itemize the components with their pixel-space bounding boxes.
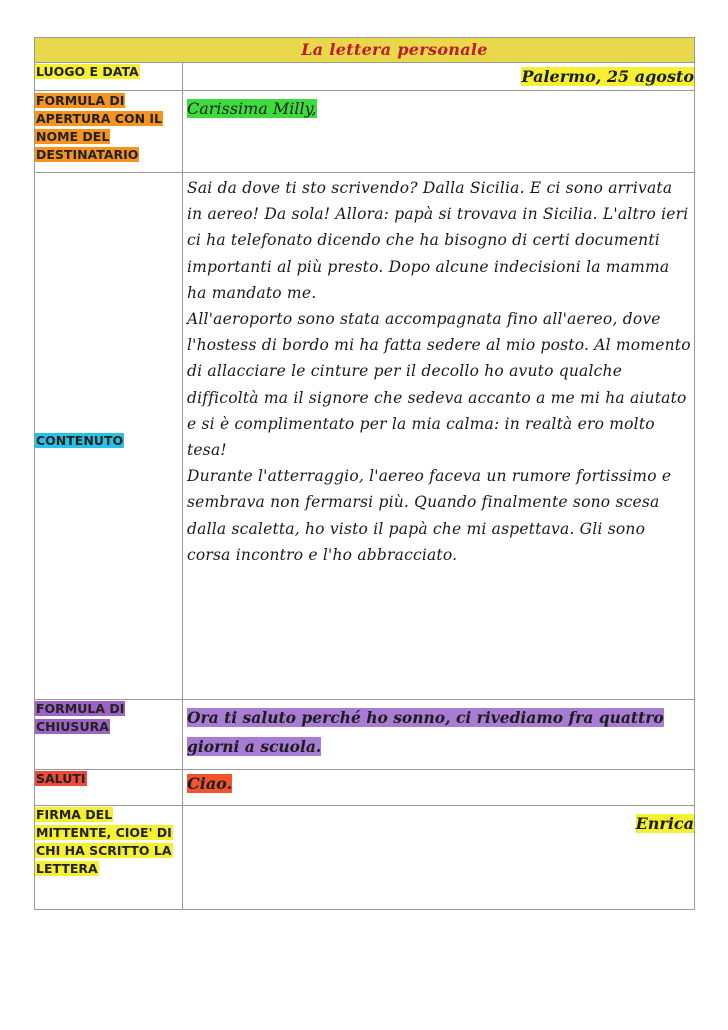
- label-saluti: SALUTI: [36, 771, 86, 786]
- body-paragraph: Sai da dove ti sto scrivendo? Dalla Sicilia. E ci sono arrivata in aereo! Da sola! Allora: papà si trovava in Sicilia. L'altro ieri ci ha telefonato dicendo che ha bisogno di certi documenti importanti al più presto. Dopo alcune indecisioni la mamma ha mandato me.: [187, 179, 689, 302]
- row-saluti: [35, 770, 695, 806]
- place-date: Palermo, 25 agosto: [521, 67, 695, 86]
- letter-body: [183, 175, 694, 568]
- greeting: Carissima Milly,: [187, 99, 317, 118]
- signature: Enrica: [635, 814, 695, 833]
- row-luogo-data: [35, 63, 695, 91]
- label-luogo-data: LUOGO E DATA: [36, 64, 139, 79]
- body-paragraph: All'aeroporto sono stata accompagnata fino all'aereo, dove l'hostess di bordo mi ha fatta sedere al mio posto. Al momento di allacciare le cinture per il decollo ho avuto qualche difficoltà ma il signore che sedeva accanto a me mi ha aiutato e si è complimentato per la mia calma: in realtà ero molto tesa!: [187, 310, 691, 460]
- salutation: Ciao.: [187, 774, 233, 793]
- letter-sheet: [34, 37, 694, 910]
- body-paragraph: Durante l'atterraggio, l'aereo faceva un rumore fortissimo e sembrava non fermarsi più. Quando finalmente sono scesa dalla scaletta, ho visto il papà che mi aspettava. Gli sono corsa incontro e l'ho abbracciato.: [187, 467, 672, 564]
- row-firma: [35, 806, 695, 910]
- document-title: La lettera personale: [301, 40, 488, 59]
- label-apertura: FORMULA DI APERTURA CON IL NOME DEL DESTINATARIO: [36, 93, 162, 162]
- label-firma: FIRMA DEL MITTENTE, CIOE' DI CHI HA SCRITTO LA LETTERA: [36, 807, 172, 876]
- title-row: [35, 38, 695, 63]
- letter-table: [34, 37, 695, 910]
- row-contenuto: [35, 173, 695, 700]
- label-contenuto: CONTENUTO: [36, 433, 124, 448]
- row-apertura: [35, 91, 695, 173]
- label-chiusura: FORMULA DI CHIUSURA: [36, 701, 125, 734]
- row-chiusura: [35, 700, 695, 770]
- closing-formula: Ora ti saluto perché ho sonno, ci rivediamo fra quattro giorni a scuola.: [187, 708, 664, 756]
